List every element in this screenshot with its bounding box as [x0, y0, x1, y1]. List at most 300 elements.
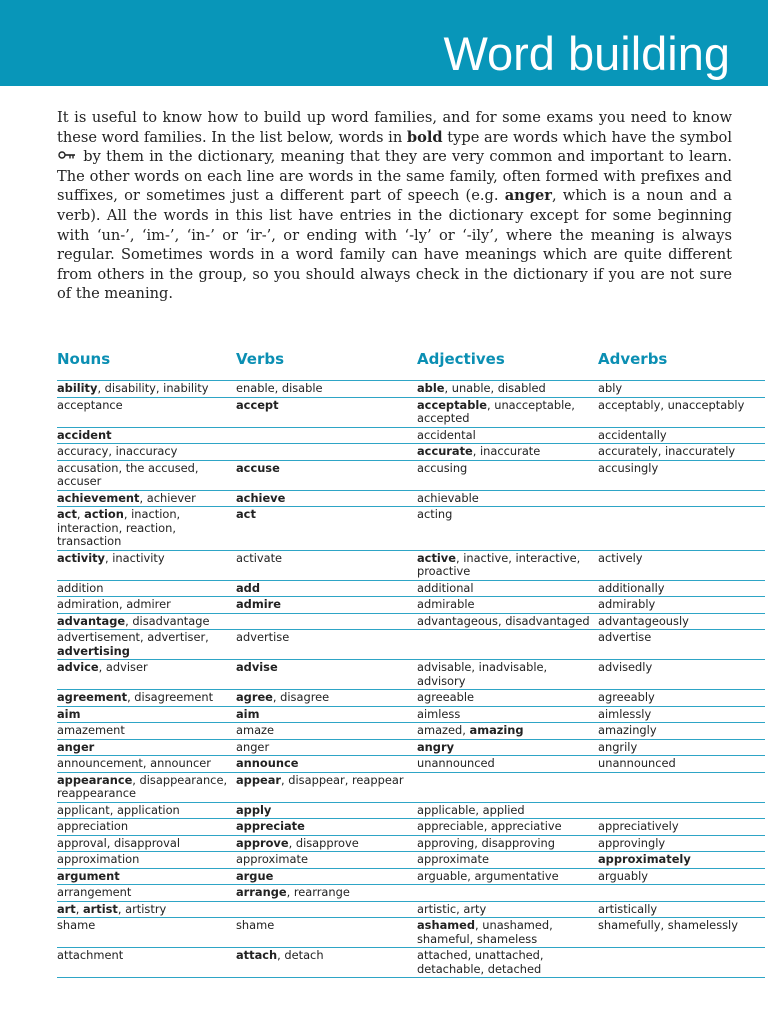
cell-adjectives [417, 901, 598, 918]
related-word: , unacceptable, accepted [417, 397, 575, 425]
related-word: , disagree [272, 690, 330, 704]
table-row [57, 427, 765, 444]
related-word: , unable, disabled [444, 381, 546, 395]
cell-text [236, 382, 417, 396]
cell-verbs [236, 835, 417, 852]
cell-text [57, 552, 236, 566]
cell-verbs [236, 580, 417, 597]
cell-adverbs [598, 444, 765, 461]
cell-text [57, 853, 236, 867]
cell-adverbs [598, 885, 765, 902]
cell-verbs [236, 613, 417, 630]
related-word: advantageously [598, 613, 689, 628]
related-word: , inaction, interaction, reaction, transaction [57, 507, 181, 548]
table-row [57, 868, 765, 885]
cell-verbs [236, 706, 417, 723]
cell-nouns [57, 739, 236, 756]
cell-text [236, 492, 417, 506]
table-row [57, 819, 765, 836]
related-word: shame [57, 918, 96, 932]
related-word: , adviser [98, 660, 148, 674]
headword: agree [236, 690, 273, 704]
cell-text [57, 492, 236, 506]
related-word: artistic, arty [417, 901, 487, 916]
column-heading-adverbs: Adverbs [598, 350, 668, 368]
headword: artist [83, 901, 118, 916]
headword: aim [236, 706, 260, 721]
cell-adjectives [417, 723, 598, 740]
headword: advantage [57, 613, 126, 628]
headword: argument [57, 868, 120, 883]
cell-text [57, 615, 236, 629]
headword: ability [57, 381, 98, 395]
cell-text [417, 598, 598, 612]
intro-text-3: by them in the dictionary, meaning that they are very common and important to learn. The other words on each line are words in the same family, often formed with prefixes and suffixes, or sometimes just a different part of speech (e.g. [57, 148, 732, 205]
related-word: , [76, 507, 85, 521]
related-word: agreeably [598, 690, 655, 704]
cell-verbs [236, 901, 417, 918]
cell-nouns [57, 381, 236, 398]
related-word: ably [598, 381, 623, 395]
cell-text [417, 508, 598, 522]
related-word: shamefully, shamelessly [598, 918, 738, 932]
headword: advise [236, 660, 278, 674]
headword: approximately [598, 852, 691, 866]
related-word: appreciation [57, 819, 129, 833]
related-word: , artistry [117, 901, 167, 916]
cell-adverbs [598, 507, 765, 551]
related-word: , rearrange [286, 885, 350, 899]
intro-text-2: type are words which have the symbol [442, 128, 732, 146]
cell-adverbs [598, 918, 765, 948]
related-word: , unashamed, shameful, shameless [417, 918, 553, 946]
cell-verbs [236, 723, 417, 740]
cell-text [417, 870, 598, 884]
cell-text [417, 853, 598, 867]
cell-text [417, 949, 598, 976]
cell-nouns [57, 490, 236, 507]
cell-verbs [236, 868, 417, 885]
cell-text [57, 382, 236, 396]
cell-text [417, 724, 598, 738]
cell-adjectives [417, 802, 598, 819]
cell-adjectives [417, 739, 598, 756]
related-word: approximation [57, 852, 140, 866]
cell-verbs [236, 630, 417, 660]
related-word: additional [417, 580, 474, 595]
cell-text [57, 837, 236, 851]
cell-nouns [57, 397, 236, 427]
related-word: attached, unattached, detachable, detached [417, 948, 544, 976]
cell-text [236, 886, 417, 900]
cell-nouns [57, 772, 236, 802]
cell-text [598, 631, 765, 645]
table-row [57, 630, 765, 660]
headword: activity [57, 550, 105, 565]
table-row [57, 444, 765, 461]
cell-adjectives [417, 613, 598, 630]
related-word: approximate [417, 852, 489, 866]
related-word: appreciable, appreciative [417, 819, 562, 833]
related-word: addition [57, 580, 104, 595]
cell-nouns [57, 597, 236, 614]
table-row [57, 507, 765, 551]
cell-text [598, 870, 765, 884]
cell-adverbs [598, 739, 765, 756]
cell-text [417, 741, 598, 755]
cell-verbs [236, 381, 417, 398]
headword: active [417, 550, 456, 565]
related-word: accurately, inaccurately [598, 444, 736, 458]
cell-adverbs [598, 772, 765, 802]
table-row [57, 706, 765, 723]
cell-nouns [57, 580, 236, 597]
cell-nouns [57, 819, 236, 836]
table-row [57, 852, 765, 869]
cell-text [598, 757, 765, 771]
cell-text [417, 382, 598, 396]
cell-text [57, 741, 236, 755]
cell-text [417, 399, 598, 426]
related-word: admirably [598, 597, 656, 611]
related-word: , inactivity [105, 550, 165, 565]
related-word: shame [236, 918, 275, 932]
cell-verbs [236, 756, 417, 773]
cell-text [417, 661, 598, 688]
cell-text [236, 757, 417, 771]
cell-nouns [57, 550, 236, 580]
table-row [57, 739, 765, 756]
table-row [57, 381, 765, 398]
cell-adverbs [598, 723, 765, 740]
table-row [57, 550, 765, 580]
related-word: advertisement, advertiser, [57, 630, 209, 644]
cell-verbs [236, 819, 417, 836]
cell-adverbs [598, 835, 765, 852]
cell-text [57, 724, 236, 738]
table-row [57, 460, 765, 490]
table-row [57, 835, 765, 852]
related-word: accusation, the accused, accuser [57, 460, 199, 488]
related-word: anger [236, 739, 270, 754]
key-icon [58, 150, 76, 160]
headword: arrange [236, 885, 287, 899]
cell-text [598, 724, 765, 738]
cell-adjectives [417, 397, 598, 427]
related-word: arrangement [57, 885, 132, 899]
cell-adverbs [598, 706, 765, 723]
table-row [57, 772, 765, 802]
related-word: additionally [598, 580, 665, 595]
headword: accept [236, 397, 279, 412]
related-word: , disadvantage [125, 613, 210, 628]
table-row [57, 723, 765, 740]
cell-verbs [236, 918, 417, 948]
cell-nouns [57, 918, 236, 948]
related-word: activate [236, 550, 283, 565]
cell-text [57, 508, 236, 549]
cell-verbs [236, 397, 417, 427]
related-word: approving, disapproving [417, 835, 555, 850]
related-word: advertise [236, 630, 290, 644]
cell-adjectives [417, 706, 598, 723]
related-word: , disappear, reappear [281, 772, 404, 787]
cell-nouns [57, 444, 236, 461]
related-word: achievable [417, 490, 479, 505]
related-word: aimlessly [598, 706, 652, 721]
related-word: artistically [598, 901, 658, 916]
related-word: applicable, applied [417, 802, 525, 817]
column-headings [57, 350, 765, 374]
related-word: advertise [598, 630, 652, 644]
table-row [57, 690, 765, 707]
cell-text [236, 774, 417, 788]
related-word: acting [417, 507, 453, 521]
related-word: angrily [598, 739, 638, 754]
cell-text [57, 708, 236, 722]
cell-text [57, 919, 236, 933]
cell-nouns [57, 460, 236, 490]
related-word: unannounced [417, 756, 495, 770]
related-word: , inaccurate [472, 444, 541, 458]
cell-adverbs [598, 690, 765, 707]
table-row [57, 580, 765, 597]
related-word: , [75, 901, 83, 916]
related-word: , inactive, interactive, proactive [417, 550, 581, 578]
cell-adverbs [598, 397, 765, 427]
related-word: advisedly [598, 660, 653, 674]
headword: aim [57, 706, 81, 721]
cell-adjectives [417, 835, 598, 852]
cell-verbs [236, 460, 417, 490]
cell-text [57, 886, 236, 900]
related-word: approximate [236, 852, 308, 866]
cell-text [598, 615, 765, 629]
cell-adjectives [417, 460, 598, 490]
headword: announce [236, 756, 299, 770]
cell-verbs [236, 490, 417, 507]
cell-nouns [57, 660, 236, 690]
cell-text [417, 615, 598, 629]
cell-verbs [236, 550, 417, 580]
cell-text [236, 631, 417, 645]
cell-text [417, 804, 598, 818]
related-word: agreeable [417, 690, 475, 704]
cell-text [57, 399, 236, 413]
cell-verbs [236, 690, 417, 707]
cell-nouns [57, 835, 236, 852]
cell-nouns [57, 706, 236, 723]
headword: argue [236, 868, 274, 883]
cell-text [598, 661, 765, 675]
headword: agreement [57, 690, 128, 704]
cell-adverbs [598, 660, 765, 690]
column-heading-verbs: Verbs [236, 350, 285, 368]
cell-text [236, 804, 417, 818]
cell-nouns [57, 507, 236, 551]
cell-verbs [236, 739, 417, 756]
cell-text [417, 903, 598, 917]
headword: appreciate [236, 819, 305, 833]
cell-text [598, 837, 765, 851]
cell-text [598, 399, 765, 413]
related-word: attachment [57, 948, 124, 962]
headword: accurate [417, 444, 473, 458]
cell-text [236, 708, 417, 722]
related-word: approvingly [598, 835, 666, 850]
cell-nouns [57, 630, 236, 660]
cell-adjectives [417, 507, 598, 551]
related-word: , achiever [139, 490, 196, 505]
related-word: unannounced [598, 756, 676, 770]
cell-nouns [57, 852, 236, 869]
table-row [57, 597, 765, 614]
related-word: advantageous, disadvantaged [417, 613, 590, 628]
cell-text [236, 661, 417, 675]
related-word: amazement [57, 723, 125, 737]
cell-adjectives [417, 885, 598, 902]
cell-text [236, 582, 417, 596]
related-word: acceptably, unacceptably [598, 397, 745, 412]
cell-text [57, 445, 236, 459]
cell-text [417, 691, 598, 705]
related-word: actively [598, 550, 643, 565]
headword: action [84, 507, 124, 521]
cell-adjectives [417, 852, 598, 869]
headword: art [57, 901, 76, 916]
related-word: accidental [417, 427, 476, 442]
page-title: Word building [443, 27, 730, 80]
cell-verbs [236, 852, 417, 869]
table-row [57, 918, 765, 948]
cell-text [236, 741, 417, 755]
cell-adjectives [417, 772, 598, 802]
headword: approve [236, 835, 289, 850]
related-word: acceptance [57, 397, 123, 412]
cell-text [598, 903, 765, 917]
table-row [57, 490, 765, 507]
related-word: , detach [277, 948, 324, 962]
cell-adjectives [417, 868, 598, 885]
related-word: , disagreement [127, 690, 214, 704]
related-word: admirable [417, 597, 475, 611]
cell-adjectives [417, 819, 598, 836]
cell-adverbs [598, 852, 765, 869]
headword: achieve [236, 490, 286, 505]
headword: act [57, 507, 77, 521]
cell-text [57, 804, 236, 818]
cell-adjectives [417, 660, 598, 690]
headword: attach [236, 948, 278, 962]
related-word: amazingly [598, 723, 657, 737]
related-word: accuracy, inaccuracy [57, 444, 178, 458]
headword: anger [57, 739, 95, 754]
table-row [57, 802, 765, 819]
related-word: appreciatively [598, 819, 679, 833]
related-word: accidentally [598, 427, 667, 442]
cell-nouns [57, 885, 236, 902]
cell-verbs [236, 597, 417, 614]
cell-text [598, 853, 765, 867]
related-word: accusing [417, 460, 468, 475]
intro-bold-word: bold [406, 128, 443, 146]
cell-text [417, 820, 598, 834]
cell-nouns [57, 427, 236, 444]
cell-text [598, 708, 765, 722]
cell-adverbs [598, 427, 765, 444]
table-row [57, 948, 765, 978]
related-word: applicant, application [57, 802, 180, 817]
cell-adverbs [598, 802, 765, 819]
headword: act [236, 507, 256, 521]
cell-text [57, 774, 236, 801]
cell-adjectives [417, 490, 598, 507]
cell-text [417, 552, 598, 579]
headword: able [417, 381, 445, 395]
cell-text [236, 870, 417, 884]
cell-text [236, 820, 417, 834]
cell-adverbs [598, 819, 765, 836]
cell-text [57, 949, 236, 963]
headword: advice [57, 660, 99, 674]
cell-adverbs [598, 597, 765, 614]
cell-text [236, 853, 417, 867]
cell-text [417, 445, 598, 459]
cell-adjectives [417, 427, 598, 444]
word-family-table [57, 380, 765, 978]
cell-text [598, 598, 765, 612]
related-word: amaze [236, 723, 275, 737]
cell-text [417, 757, 598, 771]
table-row [57, 397, 765, 427]
cell-nouns [57, 901, 236, 918]
cell-text [417, 429, 598, 443]
headword: admire [236, 597, 281, 611]
cell-adverbs [598, 868, 765, 885]
cell-text [236, 919, 417, 933]
cell-adverbs [598, 550, 765, 580]
cell-verbs [236, 444, 417, 461]
cell-verbs [236, 427, 417, 444]
cell-adjectives [417, 756, 598, 773]
cell-text [57, 429, 236, 443]
intro-example-word: anger [504, 187, 552, 205]
cell-text [57, 691, 236, 705]
cell-text [236, 724, 417, 738]
cell-verbs [236, 660, 417, 690]
intro-text-4: , which is a noun and a verb). All the words in this list have entries in the dictionary except for some beginning with ‘un-’, ‘im-’, ‘in-’ or ‘ir-’, or ending with ‘-ly’ or ‘-ily’, where the meaning is always regular. Sometimes words in a word family can have meanings which are quite different from others in the group, so you should always check in the dictionary if you are not sure of the meaning. [57, 187, 732, 303]
word-family-table-body [57, 381, 765, 978]
related-word: , disability, inability [97, 381, 209, 395]
related-word: arguably [598, 868, 649, 883]
cell-nouns [57, 868, 236, 885]
cell-text [598, 820, 765, 834]
cell-adverbs [598, 948, 765, 978]
cell-adjectives [417, 630, 598, 660]
headword: acceptable [417, 397, 487, 412]
related-word: advisable, inadvisable, advisory [417, 660, 548, 688]
cell-text [236, 399, 417, 413]
cell-adjectives [417, 690, 598, 707]
headword: advertising [57, 643, 130, 658]
intro-text-1: It is useful to know how to build up word families, and for some exams you need to know these word families. In the list below, words in [57, 109, 732, 146]
cell-text [598, 582, 765, 596]
column-heading-nouns: Nouns [57, 350, 111, 368]
cell-text [417, 462, 598, 476]
cell-text [236, 508, 417, 522]
cell-text [236, 462, 417, 476]
table-row [57, 660, 765, 690]
